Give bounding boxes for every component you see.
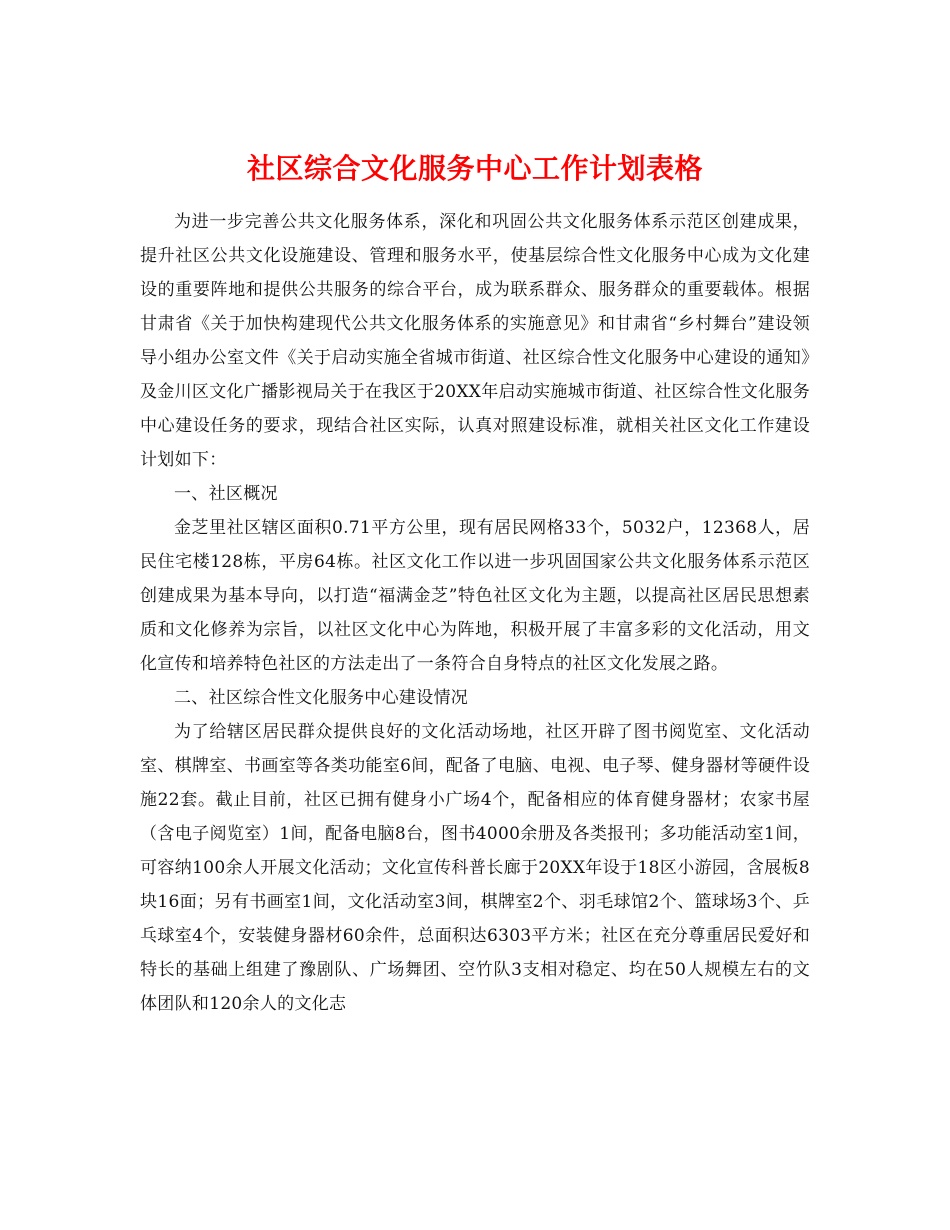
- section-heading-construction: 二、社区综合性文化服务中心建设情况: [174, 688, 469, 708]
- construction-paragraph: 为了给辖区居民群众提供良好的文化活动场地，社区开辟了图书阅览室、文化活动室、棋牌室、书画室等各类功能室6间，配备了电脑、电视、电子琴、健身器材等硬件设施22套。截止目前，社区已拥有健身小广场4个，配备相应的体育健身器材；农家书屋（含电子阅览室）1间，配备电脑8台，图书4000余册及各类报刊；多功能活动室1间，可容纳100余人开展文化活动；文化宣传科普长廊于20XX年设于18区小游园，含展板8块16面；另有书画室1间，文化活动室3间，棋牌室2个、羽毛球馆2个、篮球场3个、乒乓球室4个，安装健身器材60余件，总面积达6303平方米；社区在充分尊重居民爱好和特长的基础上组建了豫剧队、广场舞团、空竹队3支相对稳定、均在50人规模左右的文体团队和120余人的文化志: [140, 722, 810, 1014]
- intro-paragraph: 为进一步完善公共文化服务体系，深化和巩固公共文化服务体系示范区创建成果，提升社区公共文化设施建设、管理和服务水平，使基层综合性文化服务中心成为文化建设的重要阵地和提供公共服务的综合平台，成为联系群众、服务群众的重要载体。根据甘肃省《关于加快构建现代公共文化服务体系的实施意见》和甘肃省“乡村舞台”建设领导小组办公室文件《关于启动实施全省城市街道、社区综合性文化服务中心建设的通知》及金川区文化广播影视局关于在我区于20XX年启动实施城市街道、社区综合性文化服务中心建设任务的要求，现结合社区实际，认真对照建设标准，就相关社区文化工作建设计划如下：: [140, 212, 810, 470]
- document-title: 社区综合文化服务中心工作计划表格: [246, 151, 703, 185]
- section-heading-overview: 一、社区概况: [174, 484, 278, 504]
- overview-paragraph: 金芝里社区辖区面积0.71平方公里，现有居民网格33个，5032户，12368人，居民住宅楼128栋，平房64栋。社区文化工作以进一步巩固国家公共文化服务体系示范区创建成果为基本导向，以打造“福满金芝”特色社区文化为主题，以提高社区居民思想素质和文化修养为宗旨，以社区文化中心为阵地，积极开展了丰富多彩的文化活动，用文化宣传和培养特色社区的方法走出了一条符合自身特点的社区文化发展之路。: [140, 518, 810, 674]
- document-body: [140, 205, 810, 1021]
